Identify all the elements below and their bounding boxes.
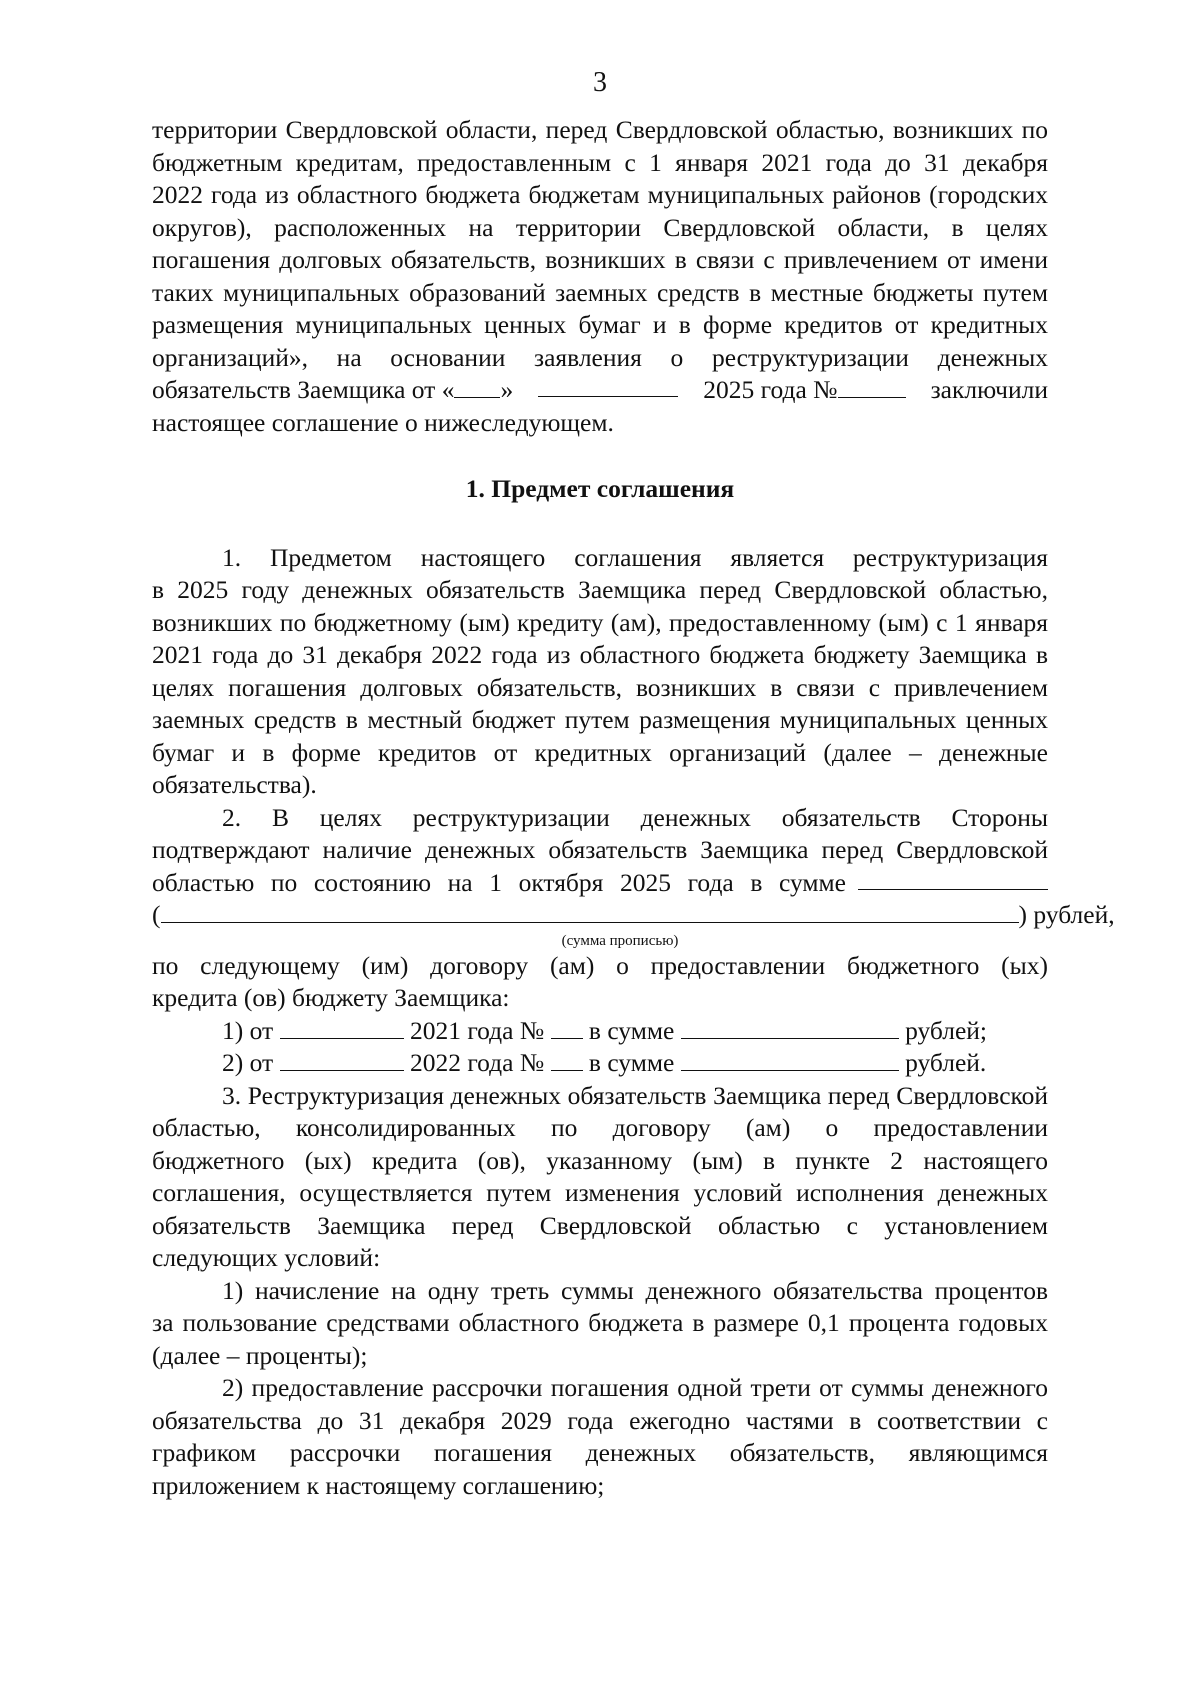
intro-line9-start: обязательств Заемщика от « » [152,375,514,404]
intro-line: 2022 года из областного бюджета бюджетам муниципальных районов (городских [152,180,1048,209]
intro-line: территории Свердловской области, перед Свердловской областью, возникших по [152,115,1048,144]
item-2-subitem-2: 2) от 2022 года № в сумме рублей. [222,1048,987,1077]
item-2-paragraph [152,802,1115,1080]
intro-line: округов), расположенных на территории Свердловской области, в целях [152,212,1048,242]
item-2-line: по следующему (им) договору (ам) о предоставлении бюджетного (ых) [152,950,1048,980]
section-heading: 1. Предмет соглашения [465,474,735,503]
sub2-date-blank [280,1048,404,1071]
item-1-line: в 2025 году денежных обязательств Заемщика перед Свердловской областью, [152,575,1048,604]
sub1-number-blank [551,1016,583,1039]
intro-line: погашения долговых обязательств, возникших в связи с привлечением от имени [152,245,1048,274]
item-3-paragraph [152,1080,1048,1275]
item-3-line: 3. Реструктуризация денежных обязательств Заемщика перед Свердловской [222,1080,1048,1110]
amount-words-blank [161,900,1019,923]
item-2-amount-line: областью по состоянию на 1 октября 2025 года в сумме [152,867,1048,900]
condition-1-line: 1) начисление на одну треть суммы денежного обязательства процентов [222,1275,1048,1305]
item-3-line: обязательств Заемщика перед Свердловской областью с установлением [152,1210,1048,1240]
item-2-line: кредита (ов) бюджету Заемщика: [152,983,510,1012]
intro-line: таких муниципальных образований заемных средств в местные бюджеты путем [152,277,1048,307]
condition-1-line: за пользование средствами областного бюджета в размере 0,1 процента годовых [152,1308,1048,1337]
condition-2-line: 2) предоставление рассрочки погашения одной трети от суммы денежного [222,1373,1048,1402]
day-blank [454,375,500,398]
intro-paragraph [152,114,1048,439]
condition-2-line: графиком рассрочки погашения денежных обязательств, являющимся [152,1438,1048,1467]
page-number: 3 [593,67,607,98]
item-2-subitem-1: 1) от 2021 года № в сумме рублей; [222,1015,988,1045]
intro-line: бюджетным кредитам, предоставленным с 1 января 2021 года до 31 декабря [152,147,1048,177]
number-blank [838,375,906,398]
item-2-amount-words-line: ( ) рублей, [152,900,1115,929]
sub1-date-blank [280,1016,404,1039]
item-2-line: 2. В целях реструктуризации денежных обязательств Стороны [222,802,1048,832]
item-1-line: 2021 года до 31 декабря 2022 года из областного бюджета бюджету Заемщика в [152,640,1048,669]
item-3-line: областью, консолидированных по договору (ам) о предоставлении [152,1113,1048,1142]
month-blank [538,374,678,397]
intro-line: организаций», на основании заявления о реструктуризации денежных [152,342,1048,372]
item-3-line: бюджетного (ых) кредита (ов), указанному (ым) в пункте 2 настоящего [152,1145,1048,1175]
sub1-sum-blank [681,1016,899,1039]
item-1-line: целях погашения долговых обязательств, возникших в связи с привлечением [152,672,1048,702]
intro-line-with-blanks: обязательств Заемщика от « » 2025 года № заключили [152,374,1048,407]
sub2-sum-blank [681,1048,899,1071]
item-1-line: обязательства). [152,770,317,799]
item-1-line: заемных средств в местный бюджет путем размещения муниципальных ценных [152,705,1048,734]
document-body [152,114,1115,1502]
item-3-line: следующих условий: [152,1243,381,1272]
intro-line: настоящее соглашение о нижеследующем. [152,407,614,437]
item-1-paragraph [152,542,1048,802]
condition-1-paragraph [152,1275,1048,1373]
amount-words-note: (сумма прописью) [561,932,679,949]
item-1-line: 1. Предметом настоящего соглашения является реструктуризация [222,542,1048,572]
condition-2-paragraph [152,1372,1048,1502]
item-2-line: подтверждают наличие денежных обязательств Заемщика перед Свердловской [152,835,1048,864]
item-1-line: возникших по бюджетному (ым) кредиту (ам), предоставленному (ым) с 1 января [152,607,1048,637]
condition-2-line: обязательства до 31 декабря 2029 года ежегодно частями в соответствии с [152,1405,1048,1435]
amount-number-blank [858,867,1048,890]
condition-2-line: приложением к настоящему соглашению; [152,1470,605,1500]
item-1-line: бумаг и в форме кредитов от кредитных организаций (далее – денежные [152,737,1048,767]
intro-line9-number: 2025 года № [703,374,905,407]
sub2-number-blank [551,1048,583,1071]
condition-1-line: (далее – проценты); [152,1340,368,1370]
intro-line: размещения муниципальных ценных бумаг и в форме кредитов от кредитных [152,310,1048,339]
item-3-line: соглашения, осуществляется путем изменения условий исполнения денежных [152,1178,1048,1207]
